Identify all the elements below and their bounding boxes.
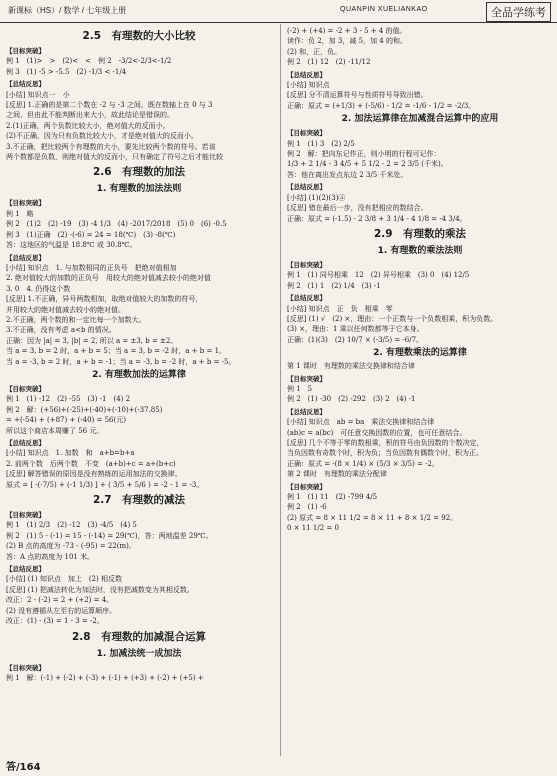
answer-line: 例 2 解：把向东记作正，则小明的行程可记作： <box>287 150 441 159</box>
answer-line: 正确：原式 = (-1.5) - 2 3/8 + 3 1/4 - 4 1/8 = -4 3/4。 <box>287 214 467 223</box>
subsection-heading: 1. 加减法统一成加法 <box>96 648 182 659</box>
answer-line: [小结] 知识点 ab = ba 乘法交换律和结合律 <box>287 418 435 427</box>
answer-line: (3) ×，理由：1 乘以任何数都等于它本身。 <box>287 325 424 334</box>
answer-line: 当负因数有奇数个时，积为负；当负因数有偶数个时，积为正。 <box>287 449 483 458</box>
answer-line: [小结] 知识点一 小 <box>6 90 70 99</box>
answer-line: 两个数都是负数，则绝对值大的反而小，只有确定了符号之后才能比较 <box>6 153 223 162</box>
block-tag: 【目标突破】 <box>6 47 45 55</box>
answer-line: (2)不正确，因为只有负数比较大小，才是绝对值大的反而小。 <box>6 132 198 141</box>
answer-line: 例 2 解：(+56)+(-25)+(-40)+(-10)+(-37.85) <box>6 405 163 414</box>
answer-line: 并用较大的绝对值减去较小的绝对值。 <box>6 305 125 314</box>
answer-line: 例 2 (1) 5 - (-1) = 15 - (-14) = 29(℃)，答：两地温差 29℃。 <box>6 531 213 540</box>
answer-line: 第 1 课时 有理数的乘法交换律和结合律 <box>287 362 415 371</box>
block-tag: 【目标突破】 <box>287 482 326 491</box>
block-tag: 【目标突破】 <box>6 663 45 672</box>
answer-line: 第 2 课时 有理数的乘法分配律 <box>287 470 387 479</box>
answer-line: 之间，但由此不能判断出来大小，故此结论是错误的。 <box>6 111 174 120</box>
block-tag: 【总结反思】 <box>287 70 326 79</box>
answer-line: [小结] (1)(2)(3)④ <box>287 193 346 202</box>
block-tag: 【总结反思】 <box>6 80 45 89</box>
header-brand-box: 全品学练考 <box>486 2 551 22</box>
answer-line: 1/3 + 2 1/4 - 3 4/5 + 5 1/2 - 2 = 2 3/5 (千米)。 <box>287 160 448 169</box>
section-heading: 2.6 有理数的加法 <box>92 166 186 179</box>
answer-line: 3. 0 4. 仍得这个数 <box>6 284 71 293</box>
header-series-label: 新课标（HS）/ 数学 / 七年级上册 <box>8 6 127 15</box>
block-tag: 【目标突破】 <box>6 511 45 520</box>
answer-line: 3.不正确，没有考虑 a<b 的情况。 <box>6 326 116 335</box>
answer-line: 2.不正确，两个数的和一定比每一个加数大。 <box>6 315 146 324</box>
block-tag: 【目标突破】 <box>287 129 326 138</box>
answer-line: 例 1 (1) 2/3 (2) -12 (3) -4/5 (4) 5 <box>6 521 137 530</box>
answer-line: 改正：2 - (-2) = 2 + (+2) = 4。 <box>6 596 114 605</box>
answer-line: [小结] 知识点 1. 加数 和 a+b=b+a <box>6 449 135 458</box>
block-tag: 【目标突破】 <box>6 384 45 393</box>
answer-line: 正确：原式 = (+1/3) + (-5/6) - 1/2 = -1/6 - 1/2 = -2/3。 <box>287 101 476 110</box>
section-heading: 2.5 有理数的大小比较 <box>82 30 196 42</box>
answer-line: 答：A 点的高度为 101 米。 <box>6 552 95 561</box>
answer-line: 3.不正确，把比较两个有理数的大小，要先比较两个数的符号。若该 <box>6 142 216 151</box>
answer-line: 2.(1)正确，两个负数比较大小，绝对值大的反而小。 <box>6 121 170 130</box>
answer-line: 2. 绝对值较大的加数的正负号 用较大的绝对值减去较小的绝对值 <box>6 274 211 283</box>
subsection-heading: 2. 加法运算律在加减混合运算中的应用 <box>341 114 499 125</box>
page-header <box>0 0 557 23</box>
answer-line: 改正：(1) - (3) = 1 - 3 = -2。 <box>6 617 104 626</box>
answer-line: 例 3 (1)正确 (2) -(-6) = 24 = 18(℃) (3) -8(℃) <box>6 230 176 239</box>
answer-line: [反思] 解答错误的原因是没有熟练的运用加法的交换律。 <box>6 470 182 479</box>
answer-line: 例 1 (1)> > (2)< < 例 2 -3/2<-2/3<-1/2 <box>6 57 172 66</box>
answer-line: (2) B 点的高度为 -73 - (-95) = 22(m)。 <box>6 542 136 551</box>
block-tag: 【总结反思】 <box>6 565 45 574</box>
answer-line: [反思] 错在最后一步，没有把相应的数结合。 <box>287 204 428 213</box>
block-tag: 【总结反思】 <box>6 253 45 262</box>
answer-line: 例 1 (1) 同号相乘 12 (2) 异号相乘 (3) 0 (4) 12/5 <box>287 271 470 280</box>
answer-line: [小结] (1) 知识点 加上 (2) 相反数 <box>6 575 122 584</box>
answer-line: 正确：原式 = -(8 × 1/4) × (5/3 × 3/5) = -2。 <box>287 459 439 468</box>
answer-line: (-2) + (+4) = -2 + 3 - 5 + 4 的值。 <box>287 27 407 35</box>
answer-line: 例 1 解：(-1) + (-2) + (-3) + (-1) + (+3) + (-2) + (+5) + <box>6 673 204 682</box>
answer-line: (ab)c = a(bc) 可任意交换因数的位置，也可任意结合。 <box>287 428 467 437</box>
answer-line: 读作：负 2，加 3，减 5，加 4 的和。 <box>287 37 407 46</box>
answer-line: 例 2 (1) 1 (2) 1/4 (3) -1 <box>287 281 381 290</box>
answer-line: 例 3 (1) -5 > -5.5 (2) -1/3 < -1/4 <box>6 67 127 76</box>
subsection-heading: 2. 有理数乘法的运算律 <box>373 348 467 359</box>
answer-line: 例 2 (1)2 (2) -19 (3) -4 1/3 (4) -2017/2018 (5) 0 (6) -0.5 <box>6 220 227 229</box>
answer-line: (2) 和，正，负。 <box>287 47 342 56</box>
subsection-heading: 1. 有理数的加法法则 <box>96 184 182 195</box>
answer-line: 正确：(1)(3) (2) 10/7 × (-3/5) = -6/7。 <box>287 335 424 344</box>
subsection-heading: 1. 有理数的乘法法则 <box>377 245 463 256</box>
answer-line: 所以这个商店本周赚了 56 元。 <box>6 426 104 435</box>
answer-line: 例 2 (1) -30 (2) -292 (3) 2 (4) -1 <box>287 395 416 404</box>
section-heading: 2.7 有理数的减法 <box>92 494 186 507</box>
answer-line: (2) 没有遵循从左至右的运算顺序。 <box>6 606 117 615</box>
section-heading: 2.8 有理数的加减混合运算 <box>71 630 207 643</box>
answer-line: 例 1 (1) 11 (2) -799 4/5 <box>287 493 378 502</box>
left-answer-column <box>6 26 272 754</box>
answer-line: [反思] 1.不正确，异号两数相加，取绝对值较大的加数的符号， <box>6 295 203 304</box>
answer-line: 2. 前两个数 后两个数 不变 (a+b)+c = a+(b+c) <box>6 459 176 468</box>
block-tag: 【目标突破】 <box>287 260 326 269</box>
block-tag: 【目标突破】 <box>6 199 45 208</box>
answer-line: 答：他在离出发点东边 2 3/5 千米处。 <box>287 170 408 179</box>
answer-line: [反思] 分不清运算符号与性质符号导致出错。 <box>287 91 428 100</box>
answer-line: 答：这地区的气温是 18.8℃ 或 30.8℃。 <box>6 241 137 250</box>
answer-line: [反思] (1) 把减法转化为加法时，没有把减数变为其相反数。 <box>6 585 194 594</box>
block-tag: 【总结反思】 <box>287 183 326 192</box>
answer-line: 例 2 (1) 12 (2) -11/12 <box>287 58 371 67</box>
answer-line: 正确：因为 |a| = 3, |b| = 2, 所以 a = ±3, b = ±2。 <box>6 336 178 345</box>
answer-line: 例 1 (1) -12 (2) -55 (3) -1 (4) 2 <box>6 395 131 404</box>
answer-line: 原式 = [ -(-7/5) + (-1 1/3) ] + ( 3/5 + 5/6 ) = -2 - 1 = -3。 <box>6 480 204 489</box>
answer-line: 例 1 (1) 3 (2) 2/5 <box>287 139 355 148</box>
right-answer-column <box>287 26 553 754</box>
answer-line: 当 a = 3, b = 2 时，a + b = 5；当 a = 3, b = -2 时，a + b = 1。 <box>6 347 227 356</box>
block-tag: 【总结反思】 <box>6 439 45 447</box>
answer-line: [小结] 知识点 <box>287 81 330 90</box>
answer-line: [反思] 几个不等于零的数相乘，积的符号由负因数的个数决定， <box>287 439 484 447</box>
block-tag: 【总结反思】 <box>287 294 326 303</box>
answer-line: [反思] 1.正确的是第二个数在 -2 与 -3 之间，既在数轴上在 0 与 3 <box>6 101 213 110</box>
answer-line: 例 1 5 <box>287 384 313 393</box>
answer-line: (2) 原式 = 8 × 11 1/2 = 8 × 11 + 8 × 1/2 = 92。 <box>287 513 458 522</box>
subsection-heading: 2. 有理数加法的运算律 <box>92 369 186 380</box>
block-tag: 【总结反思】 <box>287 407 326 416</box>
section-heading: 2.9 有理数的乘法 <box>373 227 467 240</box>
answer-line: 当 a = -3, b = 2 时，a + b = -1；当 a = -3, b = -2 时，a + b = -5。 <box>6 357 236 366</box>
answer-line: 例 1 略 <box>6 209 34 218</box>
header-english-label: QUANPIN XUELIANKAO <box>340 6 428 13</box>
answer-line: 0 × 11 1/2 = 0 <box>287 524 339 533</box>
answer-line: 例 2 (1) -6 <box>287 503 327 512</box>
column-divider <box>280 24 281 756</box>
page-number: 答/164 <box>6 762 41 773</box>
answer-line: [小结] 知识点 1. 与加数相同的正负号 把绝对值相加 <box>6 263 177 272</box>
answer-line: [反思] (1) √ (2) ×，理由：一个正数与一个负数相乘，积为负数。 <box>287 314 498 323</box>
answer-line: [小结] 知识点 正 负 相乘 零 <box>287 304 393 313</box>
answer-line: = +(-54) + (+87) + (-40) = 56(元) <box>6 416 126 425</box>
block-tag: 【目标突破】 <box>287 374 326 383</box>
